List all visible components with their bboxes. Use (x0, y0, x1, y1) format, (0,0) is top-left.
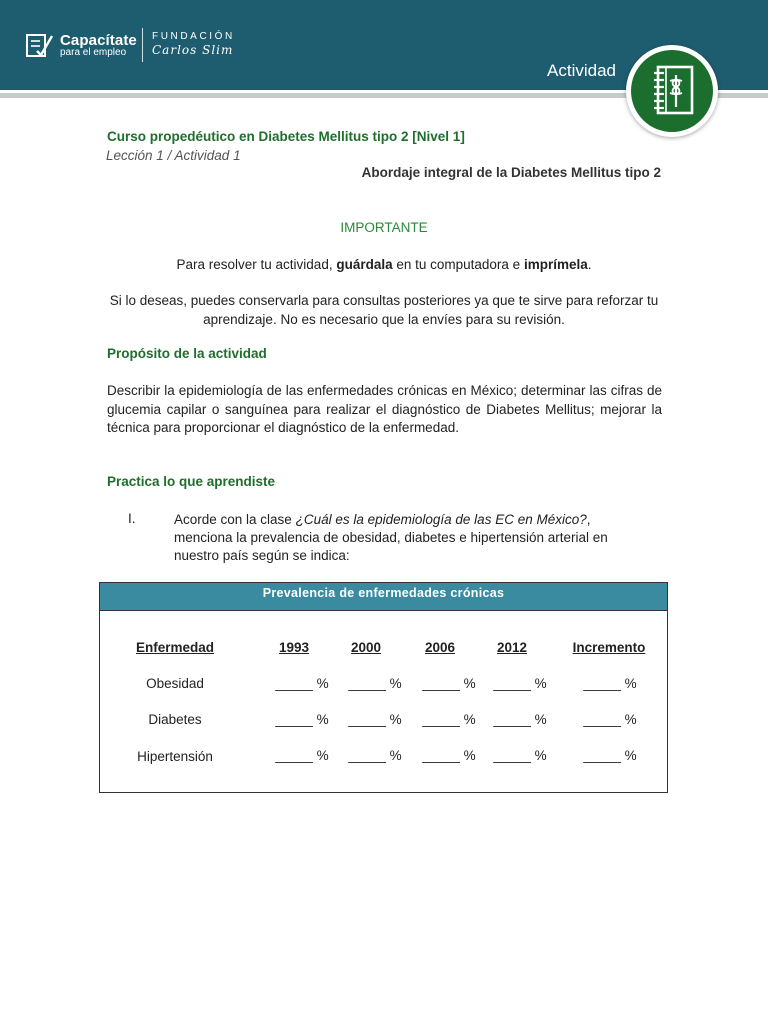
blank-diabetes-1993[interactable]: _____ % (275, 712, 329, 727)
blank-obesidad-incremento[interactable]: _____ % (583, 676, 637, 691)
activity-badge (626, 45, 718, 137)
instruction-text-mid: en tu computadora e (392, 257, 524, 272)
item-text (174, 511, 614, 565)
purpose-paragraph: Describir la epidemiología de las enfermedades crónicas en México; determinar las cifras de glucemia capilar o sanguínea para realizar el diagnóstico de Diabetes Mellitus; mejorar la técnica para proporcionar el diagnóstico de la enfermedad. (107, 383, 662, 435)
blank-obesidad-1993[interactable]: _____ % (275, 676, 329, 691)
blank-diabetes-2000[interactable]: _____ % (348, 712, 402, 727)
item-class-title: ¿Cuál es la epidemiología de las EC en México? (295, 512, 587, 527)
lesson-label: Lección 1 / Actividad 1 (106, 148, 241, 163)
instruction-text: Para resolver tu actividad, (176, 257, 337, 272)
logo-divider (142, 28, 143, 62)
item-number: I. (128, 511, 136, 526)
blank-hipertension-2000[interactable]: _____ % (348, 748, 402, 763)
blank-obesidad-2012[interactable]: _____ % (493, 676, 547, 691)
blank-hipertension-2006[interactable]: _____ % (422, 748, 476, 763)
col-header-2012: 2012 (496, 640, 528, 655)
badge-circle (631, 50, 713, 132)
item-text-pre: Acorde con la clase (174, 512, 296, 527)
blank-hipertension-1993[interactable]: _____ % (275, 748, 329, 763)
section-label: Actividad (547, 61, 616, 80)
foundation-name: Carlos Slim (152, 43, 234, 57)
instruction-save-emphasis: guárdala (336, 257, 393, 272)
col-header-2000: 2000 (350, 640, 382, 655)
col-header-incremento: Incremento (572, 640, 646, 655)
instruction-text-end: . (587, 257, 592, 272)
blank-hipertension-2012[interactable]: _____ % (493, 748, 547, 763)
blank-hipertension-incremento[interactable]: _____ % (583, 748, 637, 763)
col-header-1993: 1993 (278, 640, 310, 655)
prevalence-table (99, 582, 668, 793)
notebook-medical-icon (648, 65, 696, 117)
blank-diabetes-2006[interactable]: _____ % (422, 712, 476, 727)
item-text-post: , menciona la prevalencia de obesidad, diabetes e hipertensión arterial en nuestro país según se indica: (174, 512, 608, 563)
notepad-check-icon (24, 31, 54, 59)
note-paragraph: Si lo deseas, puedes conservarla para consultas posteriores ya que te sirve para reforzar tu aprendizaje. No es necesario que la envíes para su revisión. (109, 293, 659, 327)
practice-heading: Practica lo que aprendiste (107, 474, 276, 489)
table-title: Prevalencia de enfermedades crónicas (100, 583, 667, 611)
document-subtitle: Abordaje integral de la Diabetes Mellitus tipo 2 (361, 165, 661, 180)
row-label-hipertension: Hipertensión (137, 749, 213, 764)
blank-obesidad-2000[interactable]: _____ % (348, 676, 402, 691)
purpose-heading: Propósito de la actividad (107, 346, 267, 361)
blank-diabetes-2012[interactable]: _____ % (493, 712, 547, 727)
blank-obesidad-2006[interactable]: _____ % (422, 676, 476, 691)
row-label-obesidad: Obesidad (146, 676, 204, 691)
brand-tagline: para el empleo (60, 47, 127, 58)
instruction-print-emphasis: imprímela (523, 257, 588, 272)
col-header-2006: 2006 (424, 640, 456, 655)
row-label-diabetes: Diabetes (148, 712, 202, 727)
instruction-paragraph (100, 255, 668, 274)
course-title: Curso propedéutico en Diabetes Mellitus tipo 2 [Nivel 1] (107, 129, 465, 144)
col-header-enfermedad: Enfermedad (135, 640, 215, 655)
brand-name: Capacítate (60, 32, 137, 49)
foundation-label: FUNDACIÓN (152, 31, 235, 42)
important-heading: IMPORTANTE (340, 220, 428, 235)
blank-diabetes-incremento[interactable]: _____ % (583, 712, 637, 727)
